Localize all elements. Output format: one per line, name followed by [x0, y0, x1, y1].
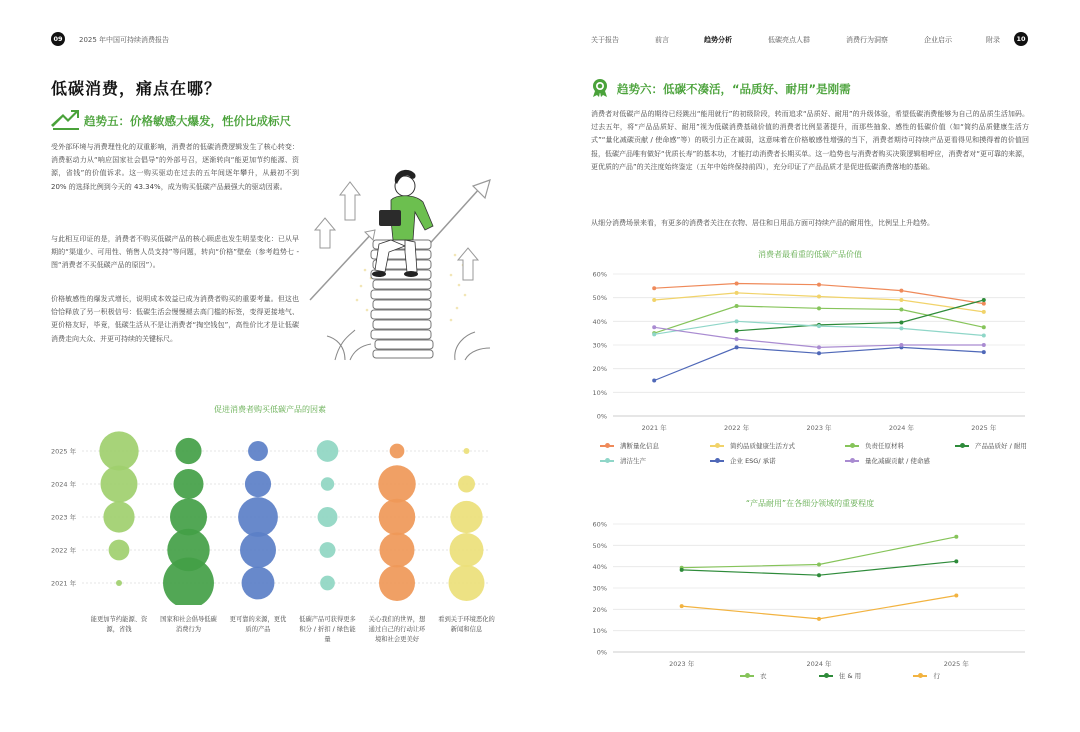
- legend-swatch: [955, 445, 969, 447]
- year-label: 2021 年: [51, 579, 77, 588]
- bubble: [109, 540, 130, 561]
- data-point: [652, 332, 656, 336]
- bubble: [248, 441, 268, 461]
- bubble-chart-title: 促进消费者购买低碳产品的因素: [214, 405, 326, 414]
- x-tick-label: 2023 年: [669, 660, 695, 668]
- y-tick-label: 20%: [592, 605, 607, 614]
- data-point: [982, 334, 986, 338]
- left-paragraph-3: 价格敏感性的爆发式增长，说明成本效益已成为消费者购买的重要考量。但这也恰恰释放了另一积极信号：低碳生活会慢慢褪去高门槛的标签，变得更接地气、更价格友好，毕竟，低碳生活从不是让消费者“掏空钱包”，高性价比才是让低碳消费走向大众、并更可持续的关键标尺。: [51, 295, 299, 343]
- bubble: [245, 471, 271, 497]
- left-paragraph-2: 与此相互印证的是，消费者不购买低碳产品的核心顾虑也发生明显变化：已从早期的“渠道少、可用性、销售人员支持”等问题，转向“价格”壁垒（参考趋势七 - 图“消费者不买低碳产品的原因”）。: [51, 235, 299, 270]
- left-paragraph-1: 受外部环境与消费理性化的双重影响，消费者的低碳消费逻辑发生了核心转变：消费驱动力从“响应国家社会倡导”的外部号召，逐渐转向“能更加节约能源、资源，省钱”的价值诉求。这一购买驱动在过去的五年间逐年攀升，从最初不到 20% 的选择比例到今天的 43.34%，成为购买低碳产品最强大的驱动因素。: [51, 143, 299, 191]
- data-point: [652, 325, 656, 329]
- data-point: [735, 281, 739, 285]
- page-title: 低碳消费，痛点在哪？: [51, 79, 222, 98]
- bubble: [378, 465, 415, 502]
- series-line: [682, 596, 957, 619]
- bubble: [464, 448, 470, 454]
- bubble: [390, 444, 405, 459]
- bubble: [103, 501, 134, 532]
- bubble-category-label: 关心我们的世界，想通过自己的行动让环境和社会更美好: [368, 616, 426, 643]
- page-number-left: 09: [51, 32, 65, 46]
- nav-trends[interactable]: 趋势分析: [704, 36, 732, 44]
- legend-label: 负责任原材料: [865, 442, 904, 450]
- legend-item: [955, 441, 1027, 450]
- line-chart-2-legend: [740, 671, 940, 680]
- data-point: [899, 326, 903, 330]
- data-point: [735, 304, 739, 308]
- y-tick-label: 30%: [592, 341, 607, 350]
- y-tick-label: 50%: [592, 294, 607, 303]
- legend-item: [819, 671, 861, 680]
- data-point: [735, 329, 739, 333]
- bubble: [174, 469, 204, 499]
- trend-icon: [51, 109, 81, 131]
- line-chart-1: [585, 262, 1035, 434]
- data-point: [982, 325, 986, 329]
- data-point: [817, 573, 821, 577]
- data-point: [817, 324, 821, 328]
- x-tick-label: 2024 年: [888, 424, 914, 432]
- legend-swatch: [600, 445, 614, 447]
- legend-swatch: [845, 445, 859, 447]
- data-point: [735, 345, 739, 349]
- line-chart-2-title: “产品耐用”在各细分领域的重要程度: [745, 499, 875, 508]
- legend-label: 满断量化信息: [620, 442, 659, 450]
- bubble-category-label: 更可靠的来源，更优质的产品: [229, 616, 287, 633]
- data-point: [817, 617, 821, 621]
- y-tick-label: 10%: [592, 388, 607, 397]
- bubble-category-label: 看到关于环境恶化的新闻和信息: [438, 616, 495, 633]
- data-point: [652, 286, 656, 290]
- bubble: [116, 580, 122, 586]
- data-point: [899, 289, 903, 293]
- bubble: [379, 565, 415, 601]
- data-point: [817, 306, 821, 310]
- bubble-category-label: 低碳产品可获得更多积分 / 折扣 / 绿色能量: [299, 616, 356, 643]
- legend-item: [845, 456, 930, 465]
- year-label: 2025 年: [51, 447, 77, 456]
- legend-label: 住 & 用: [838, 672, 862, 680]
- data-point: [899, 321, 903, 325]
- bubble-category-label: 国家和社会倡导低碳消费行为: [160, 616, 217, 633]
- nav-appendix[interactable]: 附录: [986, 36, 1000, 44]
- data-point: [817, 283, 821, 287]
- x-tick-label: 2023 年: [806, 424, 832, 432]
- year-label: 2022 年: [51, 546, 77, 555]
- data-point: [982, 298, 986, 302]
- x-tick-label: 2025 年: [943, 660, 969, 668]
- bubble: [240, 532, 276, 568]
- legend-label: 清洁生产: [620, 457, 646, 465]
- legend-item: [710, 441, 795, 450]
- trend-six-heading: 趋势六：低碳不凑活，“品质好、耐用”是刚需: [617, 82, 851, 96]
- bubble: [101, 466, 138, 503]
- data-point: [817, 563, 821, 567]
- data-point: [652, 298, 656, 302]
- data-point: [899, 298, 903, 302]
- x-tick-label: 2024 年: [806, 660, 832, 668]
- data-point: [899, 343, 903, 347]
- data-point: [954, 593, 958, 597]
- illustration-person-on-coins: [305, 160, 495, 365]
- bubble: [450, 533, 484, 567]
- bubble: [163, 558, 214, 605]
- y-tick-label: 40%: [592, 317, 607, 326]
- line-chart-1-title: 消费者最看重的低碳产品价值: [758, 250, 862, 259]
- y-tick-label: 30%: [592, 584, 607, 593]
- bubble: [321, 477, 334, 490]
- legend-swatch: [845, 460, 859, 462]
- y-tick-label: 60%: [592, 520, 607, 529]
- bubble: [99, 431, 138, 470]
- right-paragraph-2: 从细分消费场景来看，有更多的消费者关注在衣物、居住和日用品方面可持续产品的耐用性，比例呈上升趋势。: [591, 219, 934, 227]
- year-label: 2023 年: [51, 513, 77, 522]
- legend-item: [913, 671, 940, 680]
- x-tick-label: 2021 年: [641, 424, 667, 432]
- data-point: [899, 308, 903, 312]
- nav-about[interactable]: 关于报告: [591, 36, 619, 44]
- legend-swatch: [819, 675, 833, 677]
- y-tick-label: 10%: [592, 627, 607, 636]
- bubble: [320, 576, 335, 591]
- data-point: [680, 604, 684, 608]
- data-point: [652, 379, 656, 383]
- y-tick-label: 60%: [592, 270, 607, 279]
- bubble: [175, 438, 201, 464]
- data-point: [817, 351, 821, 355]
- legend-swatch: [710, 445, 724, 447]
- bubble-category-label: 能更加节约能源、资源，省钱: [90, 616, 148, 633]
- bubble: [238, 497, 278, 537]
- x-tick-label: 2022 年: [724, 424, 750, 432]
- data-point: [817, 294, 821, 298]
- y-tick-label: 0%: [596, 412, 607, 421]
- nav-behavior[interactable]: 消费行为洞察: [846, 36, 888, 44]
- bubble-chart: [40, 425, 500, 605]
- bubble: [450, 501, 482, 533]
- data-point: [982, 310, 986, 314]
- bubble: [320, 542, 336, 558]
- legend-swatch: [913, 675, 927, 677]
- data-point: [954, 535, 958, 539]
- data-point: [735, 291, 739, 295]
- legend-item: [845, 441, 904, 450]
- series-line: [737, 300, 984, 331]
- y-tick-label: 40%: [592, 563, 607, 572]
- bubble: [318, 507, 338, 527]
- data-point: [954, 559, 958, 563]
- data-point: [982, 350, 986, 354]
- bubble: [449, 565, 485, 601]
- data-point: [735, 337, 739, 341]
- data-point: [680, 568, 684, 572]
- bubble-chart-categories: [40, 615, 500, 665]
- legend-label: 行: [933, 672, 940, 680]
- legend-label: 企业 ESG/ 承诺: [730, 457, 776, 465]
- data-point: [817, 345, 821, 349]
- trend-five-heading: 趋势五：价格敏感大爆发，性价比成标尺: [84, 114, 291, 128]
- data-point: [735, 319, 739, 323]
- bubble: [379, 499, 415, 535]
- bubble: [317, 440, 339, 462]
- y-tick-label: 0%: [596, 648, 607, 657]
- nav-preface[interactable]: 前言: [655, 36, 669, 44]
- bubble: [380, 533, 415, 568]
- legend-swatch: [740, 675, 754, 677]
- y-tick-label: 50%: [592, 541, 607, 550]
- x-tick-label: 2025 年: [971, 424, 997, 432]
- bubble: [458, 476, 475, 493]
- legend-swatch: [600, 460, 614, 462]
- bubble: [242, 567, 275, 600]
- page-number-right: 10: [1014, 32, 1028, 46]
- medal-icon: [590, 78, 610, 98]
- nav-enterprise[interactable]: 企业启示: [924, 36, 952, 44]
- report-title: 2025 年中国可持续消费报告: [79, 36, 170, 44]
- y-tick-label: 20%: [592, 365, 607, 374]
- legend-item: [600, 441, 659, 450]
- legend-label: 产品品质好 / 耐用: [975, 442, 1027, 450]
- legend-swatch: [710, 460, 724, 462]
- legend-label: 量化减碳贡献 / 使命感: [865, 457, 930, 465]
- line-chart-2: [585, 512, 1035, 670]
- legend-item: [600, 456, 646, 465]
- legend-label: 简约品质健康生活方式: [730, 442, 795, 450]
- data-point: [982, 302, 986, 306]
- right-paragraph-1: 消费者对低碳产品的期待已经跳出“能用就行”的初级阶段，转而追求“品质好、耐用”的升级体验，希望低碳消费能够为自己的品质生活加码。过去五年，将“产品品质好、耐用”视为低碳消费基础价值的消费者比例显著提升，而那些抽象、感性的低碳价值（如“简约品质健康生活方式”“量化减碳贡献 / 使命感”等）的吸引力正在减弱，这意味着在价格敏感性增强的当下，消费者期待可持续产品更看得见和摸得着的价值回报，低碳产品唯有做好“优质长寿”的基本功，才能打动消费者长期买单。这一趋势也与消费者购买决策逻辑相呼应，消费者对“更可靠的来源，更优质的产品”的关注度始终鉴定（五年中始终保持前四），充分印证了产品品质才是促进低碳消费落地的基础。: [591, 110, 1029, 171]
- nav-low-carbon-people[interactable]: 低碳亮点人群: [768, 36, 810, 44]
- legend-label: 衣: [760, 672, 767, 680]
- data-point: [982, 343, 986, 347]
- year-label: 2024 年: [51, 480, 77, 489]
- series-line: [654, 327, 984, 347]
- legend-item: [740, 671, 767, 680]
- legend-item: [710, 456, 776, 465]
